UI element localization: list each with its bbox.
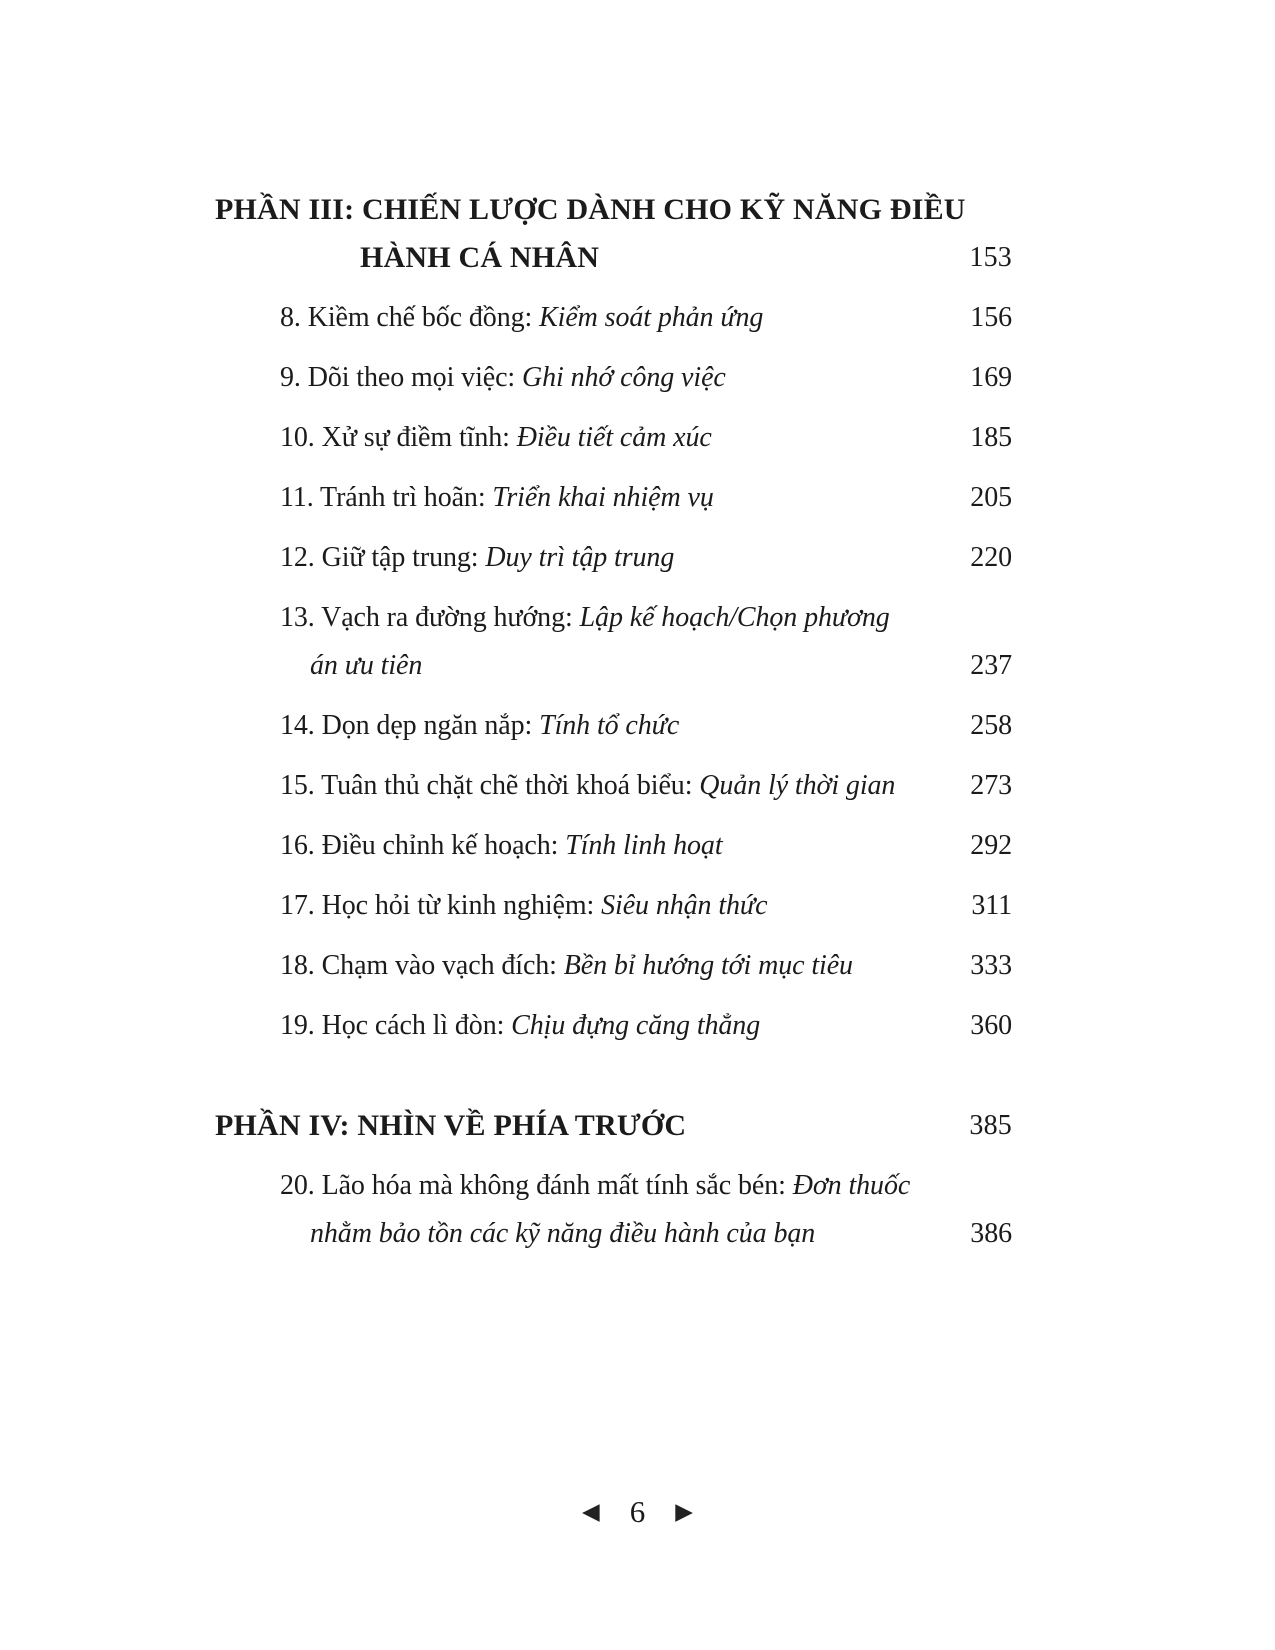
chapter-title: 18. Chạm vào vạch đích:	[280, 950, 564, 981]
chapter-subtitle: Kiểm soát phản ứng	[539, 302, 764, 333]
toc-entry-line	[280, 1162, 934, 1210]
toc-entry-title	[215, 354, 934, 402]
prev-page-icon: ◀	[582, 1499, 600, 1525]
chapter-title: PHẦN III: CHIẾN LƯỢC DÀNH CHO KỸ NĂNG ĐIỀU	[215, 193, 966, 226]
chapter-title: 20. Lão hóa mà không đánh mất tính sắc bén:	[280, 1170, 793, 1201]
toc-entry-page-number: 237	[970, 650, 1012, 681]
toc-chapter-entry	[215, 534, 1012, 582]
chapter-title: 16. Điều chỉnh kế hoạch:	[280, 830, 566, 861]
toc-entry-page-number: 220	[970, 542, 1012, 573]
chapter-subtitle: Siêu nhận thức	[601, 890, 768, 921]
toc-entry-page-number: 311	[971, 890, 1012, 921]
toc-entry-line	[280, 942, 934, 990]
toc-entry-page-number: 156	[970, 302, 1012, 333]
chapter-subtitle: nhằm bảo tồn các kỹ năng điều hành của bạn	[310, 1218, 816, 1249]
toc-entry-page-number: 153	[969, 242, 1012, 273]
toc	[215, 186, 1012, 1270]
toc-chapter-entry	[215, 1162, 1012, 1258]
toc-entry-line	[215, 186, 966, 234]
toc-entry-line	[215, 1102, 934, 1150]
toc-entry-page-number: 169	[970, 362, 1012, 393]
toc-entry-page-number: 385	[969, 1110, 1012, 1141]
toc-entry-line	[280, 534, 934, 582]
toc-part-entry	[215, 186, 1012, 282]
folio-page-number: 6	[629, 1494, 646, 1529]
toc-entry-page-number: 360	[970, 1010, 1012, 1041]
chapter-title: 15. Tuân thủ chặt chẽ thời khoá biểu:	[280, 770, 700, 801]
chapter-subtitle: Tính linh hoạt	[565, 830, 723, 861]
toc-entry-line	[280, 822, 934, 870]
toc-chapter-entry	[215, 882, 1012, 930]
chapter-subtitle: Triển khai nhiệm vụ	[492, 482, 714, 513]
toc-chapter-entry	[215, 474, 1012, 522]
chapter-subtitle: Chịu đựng căng thẳng	[511, 1010, 761, 1041]
chapter-subtitle: án ưu tiên	[310, 650, 423, 681]
toc-entry-title	[215, 186, 966, 282]
page-footer	[0, 1496, 1275, 1527]
toc-entry-title	[215, 1102, 934, 1150]
chapter-subtitle: Điều tiết cảm xúc	[516, 422, 712, 453]
toc-chapter-entry	[215, 594, 1012, 690]
toc-entry-title	[215, 702, 934, 750]
toc-entry-title	[215, 474, 934, 522]
toc-entry-page-number: 185	[970, 422, 1012, 453]
toc-entry-line	[280, 702, 934, 750]
chapter-title: 8. Kiềm chế bốc đồng:	[280, 302, 540, 333]
chapter-subtitle: Lập kế hoạch/Chọn phương	[579, 602, 890, 633]
toc-entry-line	[280, 882, 934, 930]
toc-entry-title	[215, 1002, 934, 1050]
toc-chapter-entry	[215, 762, 1012, 810]
chapter-title: 10. Xử sự điềm tĩnh:	[280, 422, 517, 453]
toc-entry-page-number: 205	[970, 482, 1012, 513]
toc-entry-line	[280, 642, 934, 690]
chapter-subtitle: Quản lý thời gian	[699, 770, 896, 801]
toc-entry-title	[215, 534, 934, 582]
toc-entry-title	[215, 1162, 934, 1258]
toc-entry-line	[280, 594, 934, 642]
chapter-title: PHẦN IV: NHÌN VỀ PHÍA TRƯỚC	[215, 1109, 687, 1142]
chapter-subtitle: Duy trì tập trung	[485, 542, 675, 573]
chapter-title: 9. Dõi theo mọi việc:	[280, 362, 522, 393]
chapter-title: 12. Giữ tập trung:	[280, 542, 486, 573]
toc-entry-title	[215, 294, 934, 342]
toc-entry-title	[215, 822, 934, 870]
chapter-subtitle: Ghi nhớ công việc	[521, 362, 726, 393]
toc-entry-title	[215, 414, 934, 462]
toc-entry-line	[280, 1002, 934, 1050]
toc-entry-line	[280, 354, 934, 402]
toc-entry-page-number: 258	[970, 710, 1012, 741]
toc-entry-line	[280, 474, 934, 522]
chapter-subtitle: Đơn thuốc	[792, 1170, 911, 1201]
toc-entry-title	[215, 942, 934, 990]
chapter-title: HÀNH CÁ NHÂN	[360, 241, 600, 274]
toc-entry-line	[280, 294, 934, 342]
toc-chapter-entry	[215, 942, 1012, 990]
toc-chapter-entry	[215, 294, 1012, 342]
toc-entry-page-number: 273	[970, 770, 1012, 801]
chapter-title: 11. Tránh trì hoãn:	[280, 482, 493, 513]
toc-part-entry	[215, 1102, 1012, 1150]
toc-entry-title	[215, 882, 934, 930]
chapter-title: 14. Dọn dẹp ngăn nắp:	[280, 710, 540, 741]
toc-chapter-entry	[215, 354, 1012, 402]
toc-entry-title	[215, 762, 934, 810]
toc-entry-line	[280, 1210, 934, 1258]
folio-ornament	[582, 1496, 693, 1527]
toc-entry-line	[280, 762, 934, 810]
toc-chapter-entry	[215, 1002, 1012, 1050]
toc-entry-page-number: 333	[970, 950, 1012, 981]
toc-entry-line	[280, 414, 934, 462]
toc-entry-line	[215, 234, 934, 282]
toc-entry-page-number: 292	[970, 830, 1012, 861]
next-page-icon: ▶	[675, 1499, 693, 1525]
chapter-title: 19. Học cách lì đòn:	[280, 1010, 512, 1041]
chapter-subtitle: Tính tổ chức	[539, 710, 680, 741]
chapter-title: 17. Học hỏi từ kinh nghiệm:	[280, 890, 602, 921]
chapter-title: 13. Vạch ra đường hướng:	[280, 602, 580, 633]
toc-entry-page-number: 386	[970, 1218, 1012, 1249]
toc-chapter-entry	[215, 822, 1012, 870]
toc-chapter-entry	[215, 414, 1012, 462]
toc-entry-title	[215, 594, 934, 690]
chapter-subtitle: Bền bỉ hướng tới mục tiêu	[563, 950, 853, 981]
toc-chapter-entry	[215, 702, 1012, 750]
